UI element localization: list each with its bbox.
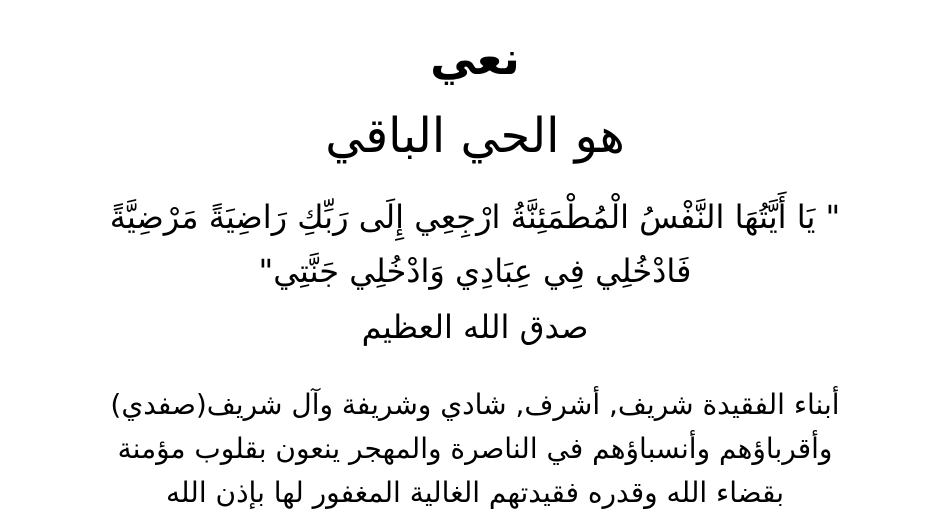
body-line-1: أبناء الفقيدة شريف, أشرف, شادي وشريفة وآل شريف(صفدي) [110, 388, 840, 421]
page-subtitle: هو الحي الباقي [325, 108, 625, 164]
verse-line-1: " يَا أَيَّتُهَا النَّفْسُ الْمُطْمَئِنَّةُ ارْجِعِي إِلَى رَبِّكِ رَاضِيَةً مَرْضِيَّةً [109, 198, 841, 236]
page-title: نعي [430, 31, 520, 85]
body-line-3: بقضاء الله وقدره فقيدتهم الغالية المغفور لها بإذن الله [166, 476, 784, 509]
verse-line-2: فَادْخُلِي فِي عِبَادِي وَادْخُلِي جَنَّتِي" [258, 252, 692, 290]
body-line-2: وأقرباؤهم وأنسباؤهم في الناصرة والمهجر ينعون بقلوب مؤمنة [117, 432, 833, 465]
verse-closing: صدق الله العظيم [361, 308, 589, 346]
